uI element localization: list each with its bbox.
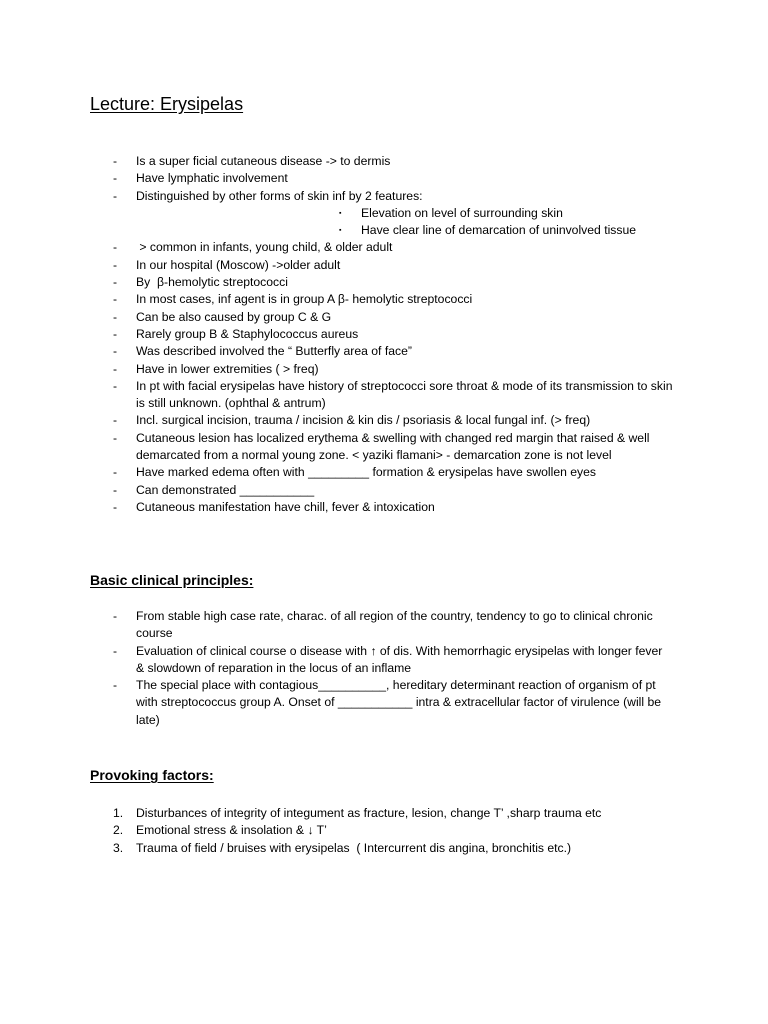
list-item: 3. Trauma of field / bruises with erysipelas ( Intercurrent dis angina, bronchitis etc.) — [113, 840, 572, 855]
section-heading-basic-clinical-principles: Basic clinical principles: — [90, 572, 254, 588]
list-item: - > common in infants, young child, & older adult — [113, 240, 393, 255]
page-title: Lecture: Erysipelas — [90, 94, 244, 114]
list-item: - Can be also caused by group C & G — [113, 309, 332, 324]
list-item: - Incl. surgical incision, trauma / incision & kin dis / psoriasis & local fungal inf. (> freq) — [113, 413, 591, 428]
list-item: - Rarely group B & Staphylococcus aureus — [113, 326, 359, 341]
main-notes-list — [113, 153, 673, 516]
list-item: - In our hospital (Moscow) ->older adult — [113, 257, 341, 272]
list-item: - Cutaneous manifestation have chill, fever & intoxication — [113, 499, 435, 514]
list-item: - Have lymphatic involvement — [113, 171, 288, 186]
list-item: - In most cases, inf agent is in group A β- hemolytic streptococci — [113, 292, 473, 307]
list-item: 1. Disturbances of integrity of integument as fracture, lesion, change T’ ,sharp trauma etc — [113, 806, 602, 820]
list-item: - By β-hemolytic streptococci — [113, 275, 288, 290]
list-item: - Have in lower extremities ( > freq) — [113, 361, 319, 376]
list-item: - In pt with facial erysipelas have history of streptococci sore throat & mode of its transmission to skin is still unknown. (ophthal & antrum) — [113, 378, 673, 411]
list-item: - Distinguished by other forms of skin inf by 2 features: — [113, 188, 423, 203]
sub-list-item: ▪ Have clear line of demarcation of uninvolved tissue — [113, 222, 673, 239]
list-item: 2. Emotional stress & insolation & ↓ T’ — [113, 823, 327, 838]
list-item: - Can demonstrated ___________ — [113, 482, 315, 497]
list-item: - Evaluation of clinical course o disease with ↑ of dis. With hemorrhagic erysipelas with longer fever & slowdown of reparation in the locus of an inflame — [113, 643, 663, 675]
list-item: - Is a super ficial cutaneous disease -> to dermis — [113, 154, 391, 168]
list-item: - Cutaneous lesion has localized erythema & swelling with changed red margin that raised & well demarcated from a normal young zone. < yaziki flamani> - demarcation zone is not level — [113, 430, 650, 463]
section-heading-provoking-factors: Provoking factors: — [90, 767, 214, 783]
list-item: - From stable high case rate, charac. of all region of the country, tendency to go to clinical chronic course — [113, 609, 653, 641]
list-item: - Was described involved the “ Butterfly area of face” — [113, 344, 412, 359]
list-item: - Have marked edema often with _________ formation & erysipelas have swollen eyes — [113, 465, 597, 480]
square-bullet-icon: ▪ — [339, 227, 342, 235]
square-bullet-icon: ▪ — [339, 209, 342, 217]
sub-list-item: ▪ Elevation on level of surrounding skin — [113, 205, 673, 222]
provoking-factors-list — [113, 805, 673, 857]
list-item: - The special place with contagious__________, hereditary determinant reaction of organism of pt with streptococcus group A. Onset of ___________ intra & extracellular factor of virulence (will be late) — [113, 678, 662, 727]
basic-principles-list — [113, 608, 673, 729]
